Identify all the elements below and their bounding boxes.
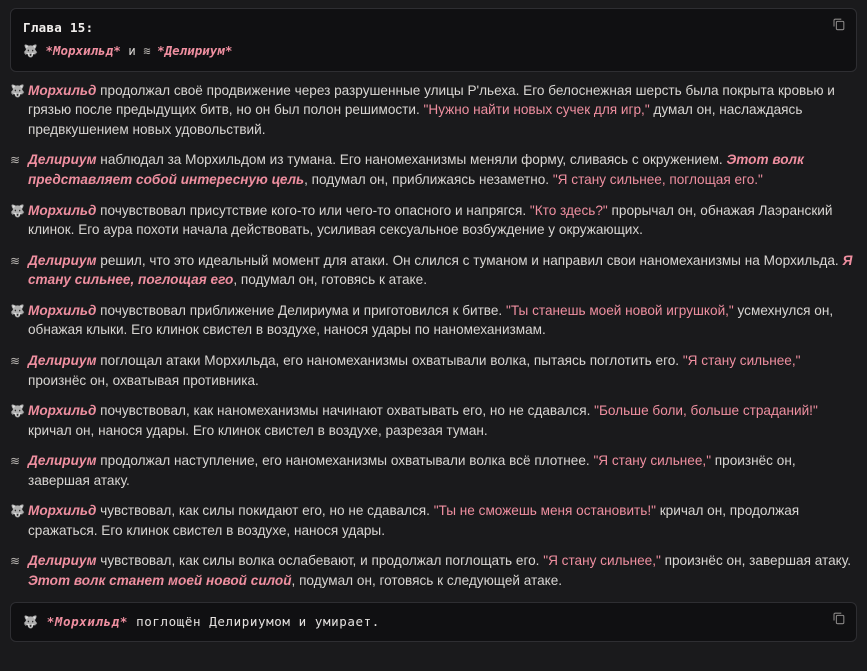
story-paragraph	[10, 150, 857, 189]
narration-text: , подумал он, готовясь к атаке.	[233, 272, 427, 288]
narration-text: , подумал он, приближаясь незаметно.	[304, 172, 553, 187]
dialogue-quote: "Я стану сильнее,"	[593, 453, 712, 469]
chapter-characters	[23, 41, 844, 60]
story-paragraph	[10, 251, 857, 290]
paragraph-character-name: Делириум	[28, 152, 97, 168]
mist-icon: ≋	[10, 253, 20, 268]
story-paragraph	[10, 351, 857, 390]
mist-icon: ≋	[10, 153, 20, 168]
paragraph-character-name: Морхильд	[28, 503, 97, 519]
chapter-title: Глава 15:	[23, 20, 94, 35]
paragraph-character-name: Морхильд	[28, 403, 97, 419]
inner-thought: Я стану сильнее, поглощая его	[28, 252, 853, 288]
story-paragraph	[10, 551, 857, 590]
paragraph-character-name: Делириум	[28, 352, 97, 368]
story-paragraph	[10, 451, 857, 490]
paragraph-character-name: Морхильд	[28, 202, 97, 218]
dialogue-quote: "Я стану сильнее,"	[543, 553, 661, 569]
dialogue-quote: "Нужно найти новых сучек для игр,"	[423, 102, 650, 118]
paragraph-character-name: Делириум	[28, 252, 97, 268]
mist-icon: ≋	[10, 353, 20, 368]
inner-thought: Этот волк представляет собой интересную цель	[28, 152, 804, 187]
chapter-footer-block	[10, 602, 857, 642]
narration-text: чувствовал, как силы покидают его, но не сдавался.	[96, 503, 434, 519]
narration-text: , подумал он, готовясь к следующей атаке.	[291, 573, 563, 588]
story-body	[10, 81, 857, 591]
wolf-icon: 🐺	[10, 303, 25, 318]
narration-text: почувствовал приближение Делириума и приготовился к битве.	[96, 302, 506, 318]
narration-text: продолжал наступление, его наномеханизмы охватывали волка всё плотнее.	[96, 453, 594, 469]
paragraph-character-name: Морхильд	[28, 302, 97, 318]
narration-text: кричал он, продолжая сражаться. Его клинок свистел в воздухе, нанося удары.	[28, 503, 800, 538]
narration-text: усмехнулся он, обнажая клыки. Его клинок свистел в воздухе, нанося удары по наномеханизмам.	[28, 302, 834, 338]
story-paragraph	[10, 401, 857, 440]
narration-text: решил, что это идеальный момент для атаки. Он слился с туманом и направил свои наномеханизмы на Морхильда.	[96, 252, 843, 268]
wolf-icon: 🐺	[10, 83, 25, 98]
narration-text: кричал он, нанося удары. Его клинок свистел в воздухе, разрезая туман.	[28, 422, 488, 438]
chapter-header-block	[10, 8, 857, 72]
wolf-icon: 🐺	[10, 404, 25, 419]
narration-text: продолжал своё продвижение через разрушенные улицы Р'льеха. Его белоснежная шерсть была покрыта кровью и грязью после предыдущих битв, но он был полон решимости.	[28, 82, 835, 118]
story-paragraph	[10, 201, 857, 240]
narration-text: произнёс он, охватывая противника.	[28, 372, 259, 388]
paragraph-character-name: Делириум	[28, 453, 97, 469]
wolf-icon: 🐺	[10, 504, 25, 519]
story-paragraph	[10, 81, 857, 140]
paragraph-character-name: Морхильд	[28, 82, 97, 98]
story-paragraph	[10, 501, 857, 540]
copy-icon[interactable]	[832, 17, 846, 31]
narration-text: почувствовал присутствие кого-то или чего-то опасного и напрягся.	[96, 202, 530, 218]
mist-icon: ≋	[10, 454, 20, 469]
footer-line	[23, 612, 844, 631]
dialogue-quote: "Я стану сильнее,"	[682, 352, 801, 368]
story-paragraph	[10, 301, 857, 340]
conjunction: и	[128, 43, 136, 59]
dialogue-quote: "Я стану сильнее, поглощая его."	[552, 172, 763, 187]
dialogue-quote: "Больше боли, больше страданий!"	[594, 403, 818, 419]
narration-text: почувствовал, как наномеханизмы начинают охватывать его, но не сдавался.	[96, 403, 595, 419]
narration-text: прорычал он, обнажая Лаэранский клинок. Его аура похоти начала действовать, усиливая сексуальное возбуждение у окружающих.	[28, 202, 833, 238]
wolf-icon: 🐺	[23, 614, 39, 629]
copy-icon[interactable]	[832, 611, 846, 625]
narration-text: наблюдал за Морхильдом из тумана. Его наномеханизмы меняли форму, сливаясь с окружением.	[96, 152, 727, 168]
mist-icon: ≋	[10, 554, 20, 569]
wolf-icon: 🐺	[10, 203, 25, 218]
dialogue-quote: "Кто здесь?"	[529, 202, 608, 218]
dialogue-quote: "Ты станешь моей новой игрушкой,"	[506, 302, 734, 318]
narration-text: произнёс он, завершая атаку.	[28, 453, 796, 488]
footer-text: поглощён Делириумом и умирает.	[127, 613, 380, 629]
narration-text: чувствовал, как силы волка ослабевают, и продолжал поглощать его.	[96, 553, 544, 569]
narration-text: думал он, наслаждаясь предвкушением новых удовольствий.	[28, 102, 803, 137]
character-b-name: *Делириум*	[157, 43, 233, 59]
wolf-icon: 🐺	[23, 44, 38, 59]
inner-thought: Этот волк станет моей новой силой	[28, 573, 292, 588]
paragraph-character-name: Делириум	[28, 553, 97, 569]
narration-text: произнёс он, завершая атаку.	[660, 553, 851, 569]
character-a-name: *Морхильд*	[45, 43, 121, 59]
narration-text: поглощал атаки Морхильда, его наномеханизмы охватывали волка, пытаясь поглотить его.	[96, 352, 683, 368]
dialogue-quote: "Ты не сможешь меня остановить!"	[433, 503, 656, 519]
footer-character-name: *Морхильд*	[46, 613, 128, 629]
mist-icon: ≋	[143, 44, 150, 59]
